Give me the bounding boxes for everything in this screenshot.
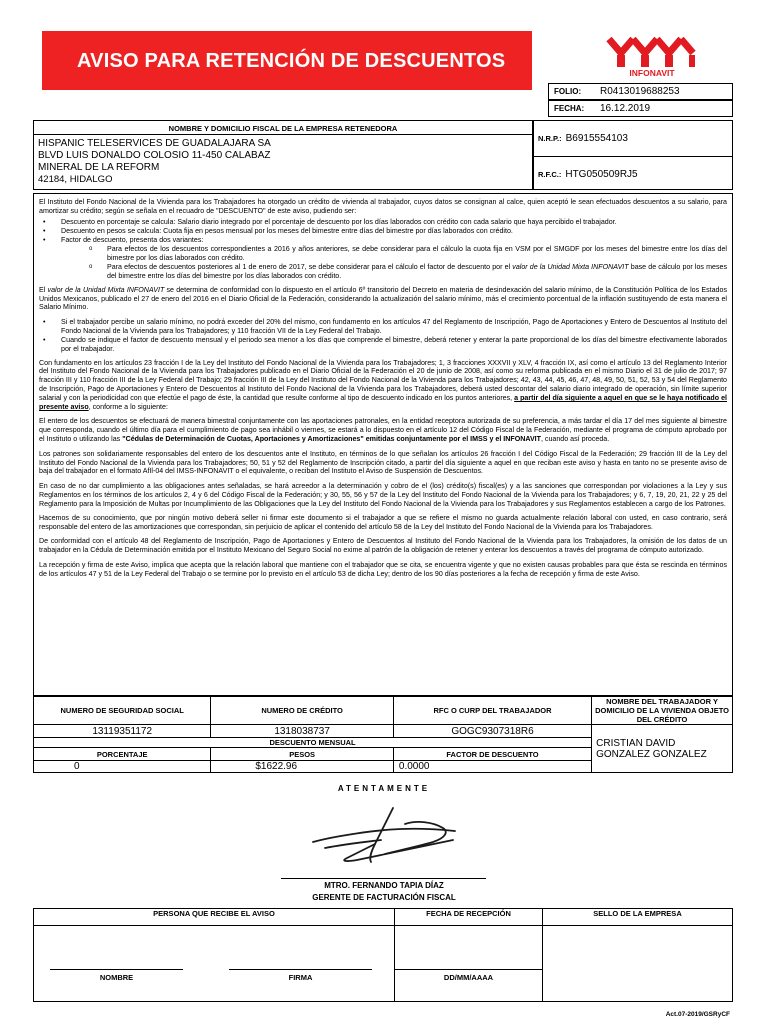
empresa-line: BLVD LUIS DONALDO COLOSIO 11-450 CALABAZ	[38, 150, 271, 161]
list-item: • Cuando se indique el factor de descuento mensual y el periodo sea menor a los días que comprende el bimestre, deberá retener y enterar la parte proporcional de los días del bimestre efectivamente laborados por el trabajador.	[39, 336, 727, 354]
factor-value: 0.0000	[393, 761, 591, 773]
paragraph	[39, 359, 727, 412]
text-run: Con fundamento en los artículos 23 fracción I de la Ley del Instituto del Fondo Nacional de la Vivienda para los Trabajadores; 1, 3 fracciones XXXVII y XLV, 4 fracción IX, así como el artículo 13 del Reglamento Interior del Instituto del Fondo Nacional de la Vivienda para los Trabajadores publicado en el Diario Oficial de la Federación el 20 de junio de 2008, así como su reforma publicada en el mismo Diario el 31 de julio de 2017; 97 fracción III y 110 fracción III de la Ley Federal del Trabajo; 29 fracción III de la Ley del Instituto del Fondo Nacional de la Vivienda para los Trabajadores; 42, 43, 44, 45, 46, 47, 48, 49, 50, 51, 52, 53 y 54 del Reglamento de Inscripción, Pago de Aportaciones y Entero de Descuentos al Instituto del Fondo Nacional de la Vivienda para los Trabajadores, deberá usted descontar del salario diario integrado de operación, sin límite superior salarial y con la periodicidad con que efectúe el pago de éste, la cantidad que resulte conforme al tipo de descuento indicado en los puntos anteriores,	[39, 358, 727, 403]
nombre-line	[50, 969, 183, 970]
fecha-recepcion-field[interactable]	[395, 926, 543, 1002]
sello-field[interactable]	[543, 926, 733, 1002]
paragraph: Hacemos de su conocimiento, que por ningún motivo deberá seller ni firmar este documento si el trabajador a que se refiere el mismo no guarda actualmente relación laboral con usted, en caso contrario, será responsable del entero de las amortizaciones que correspondan, sin perjuicio de aplicar el contenido del artículo 58 de la Ley del Instituto del Fondo Nacional de la Vivienda para los Trabajadores.	[39, 514, 727, 531]
paragraph: En caso de no dar cumplimiento a las obligaciones antes señaladas, se hará acreedor a la determinación y cobro de el (los) crédito(s) fiscal(es) y a las sanciones que correspondan por violaciones a la Ley y sus Reglamentos en los términos de los artículos 2, 4 y 6 del Código Fiscal de la Federación; y 30, 55, 56 y 57 de la Ley del Instituto del Fondo Nacional de la Vivienda para los Trabajadores; y 6, 7, 19, 20, 21, 22 y 25 del Reglamento para la Imposición de Multas por Incumplimiento de las Obligaciones que la Ley del Instituto del Fondo Nacional de la Vivienda para los Trabajadores y sus Reglamentos establecen a cargo de los Patrones.	[39, 481, 727, 508]
folio-label: FOLIO:	[554, 87, 582, 96]
signature-line	[281, 878, 486, 879]
firma-label: FIRMA	[288, 973, 313, 982]
fecha-value: 16.12.2019	[600, 103, 651, 114]
nss-header: NUMERO DE SEGURIDAD SOCIAL	[34, 697, 211, 725]
porcentaje-header: PORCENTAJE	[34, 748, 211, 761]
folio-value: R0413019688253	[600, 86, 680, 97]
fecha-field	[548, 100, 733, 117]
curp-header: RFC O CURP DEL TRABAJADOR	[393, 697, 591, 725]
empresa-heading: NOMBRE Y DOMICILIO FISCAL DE LA EMPRESA RETENEDORA	[34, 121, 532, 135]
fecha-label: FECHA:	[554, 104, 585, 113]
paragraph: La recepción y firma de este Aviso, implica que acepta que la relación laboral que mantiene con el trabajador que se cita, se encuentra vigente y que no existen causas probables para que ésta se rescinda en términos de los artículos 47 y 51 de la Ley Federal del Trabajo o se termine por lo previsto en el artículo 53 de dicha Ley; dentro de los 90 días posteriores a la fecha de recepción y firma de este Aviso.	[39, 560, 727, 578]
paragraph: Los patrones son solidariamente responsables del entero de los descuentos ante el Instituto, en términos de lo que señalan los artículos 26 fracción I del Código Fiscal de la Federación; 29 fracción III de la Ley del Instituto del Fondo Nacional de la Vivienda para los Trabajadores; 50, 51 y 52 del Reglamento de Inscripción citado, a partir del día siguiente a aquel en que reciban este aviso y hasta en tanto no se presente aviso de baja del trabajador en el formato AfIl-04 del IMSS-INFONAVIT o el equivalente, o reciban del Instituto el Aviso de Suspensión de Descuentos.	[39, 449, 727, 476]
persona-field[interactable]	[34, 926, 395, 1002]
credito-header: NUMERO DE CRÉDITO	[211, 697, 394, 725]
nombre-label: NOMBRE	[99, 973, 134, 982]
persona-header: PERSONA QUE RECIBE EL AVISO	[34, 909, 395, 926]
descuento-header: DESCUENTO MENSUAL	[34, 738, 592, 748]
fecha-line	[395, 969, 542, 970]
list-item: • Factor de descuento, presenta dos variantes:	[39, 236, 727, 245]
bullet-list	[39, 218, 727, 245]
text-run: El entero de los descuentos se efectuará de manera bimestral conjuntamente con las aportaciones patronales, en la entidad receptora autorizada de su preferencia, a más tardar el día 17 del mes siguiente al bimestre que corresponda, cuando el último día para el cumplimiento de pago sea inhábil o viernes, se estará a lo dispuesto en el artículo 12 del Código Fiscal de la Federación, mediante el programa de cómputo aprobado por el Instituto o utilizando las	[39, 417, 727, 444]
registro-box	[533, 120, 733, 190]
empresa-line: HISPANIC TELESERVICES DE GUADALAJARA SA	[38, 138, 271, 149]
text-run: según se señala en el recuadro de "DESCUENTO" de este aviso, pudiendo ser:	[103, 206, 357, 215]
paragraph	[39, 417, 727, 444]
paragraph	[39, 286, 727, 313]
aviso-body	[33, 193, 733, 696]
paragraph: De conformidad con el artículo 48 del Reglamento de Inscripción, Pago de Aportaciones y Entero de Descuentos al Instituto del Fondo Nacional de la Vivienda para los Trabajadores, la omisión de los datos de un trabajador en la Cédula de Determinación emitida por el Instituto Mexicano del Seguro Social no exime al patrón de la obligación de retener y enterar los descuentos a través del programa de cómputo autorizado.	[39, 537, 727, 555]
nrp-value: B6915554103	[565, 133, 628, 144]
signature-icon	[305, 802, 465, 872]
pesos-value: $1622.96	[211, 761, 394, 773]
list-item: o Para efectos de los descuentos correspondientes a 2016 y años anteriores, se debe considerar para el cálculo la cuota fija en VSM por el SMGDF por los meses del bimestre entre los días del bimestre por los días laborados con crédito.	[39, 245, 727, 263]
version-label: Act.07-2019/GSRyCF	[665, 1011, 730, 1018]
text-run: , cuando así proceda.	[540, 435, 610, 444]
empresa-line: 42184, HIDALGO	[38, 174, 113, 185]
logo-text: INFONAVIT	[629, 68, 675, 78]
sub-bullet-list	[39, 245, 727, 281]
numero-credito-value: 1318038737	[211, 725, 394, 738]
text-run: , conforme a lo siguiente:	[88, 403, 168, 412]
text-run: valor de la Unidad Mixta INFONAVIT	[512, 262, 629, 271]
fecha-recepcion-header: FECHA DE RECEPCIÓN	[395, 909, 543, 926]
trabajador-header: NOMBRE DEL TRABAJADOR Y DOMICILIO DE LA VIVIENDA OBJETO DEL CRÉDITO	[592, 697, 733, 725]
nrp-label: N.R.P.:	[538, 134, 562, 143]
list-item	[39, 263, 727, 281]
porcentaje-value: 0	[34, 761, 211, 773]
text-run: Para efectos de descuentos posteriores al 1 de enero de 2017, se debe considerar para el cálculo el factor de descuento por el	[107, 262, 513, 271]
text-run: base de cálculo por los meses del bimestre entre los días del bimestre por los días laborados con crédito.	[107, 262, 727, 280]
sello-header: SELLO DE LA EMPRESA	[543, 909, 733, 926]
atentamente-label: ATENTAMENTE	[337, 784, 431, 793]
paragraph	[39, 198, 727, 216]
curp-value: GOGC9307318R6	[393, 725, 591, 738]
empresa-line: MINERAL DE LA REFORM	[38, 162, 160, 173]
credito-table	[33, 696, 733, 773]
text-run: valor de la Unidad Mixta INFONAVIT	[47, 285, 165, 294]
text-run: se determina de conformidad con lo dispuesto en el artículo 6º transitorio del Decreto en materia de desindexación del salario mínimo, de la Constitución Política de los Estados Unidos Mexicanos, publicado el 27 de enero del 2016 en el Diario Oficial de la Federación, considerando la actualización del salario mínimo, más el crecimiento porcentual de la inflación sustituyendo de esta manera el Salario Mínimo.	[39, 285, 727, 312]
rfc-label: R.F.C.:	[538, 169, 562, 179]
text-run: El Instituto del Fondo Nacional de la Vivienda para los Trabajadores ha otorgado un crédito de vivienda al trabajador, cuyos datos se consignan al calce, quien aceptó le sean efectuados descuentos a su salario, para amortizar su crédito;	[39, 198, 727, 215]
recepcion-table	[33, 908, 733, 1002]
list-item: • Descuento en pesos se calcula: Cuota fija en pesos mensual por los meses del bimestre entre días del bimestre por días laborados con crédito.	[39, 227, 727, 236]
pesos-header: PESOS	[211, 748, 394, 761]
signer-name: MTRO. FERNANDO TAPIA DÍAZ	[324, 881, 444, 890]
firma-line	[229, 969, 372, 970]
empresa-box	[33, 120, 533, 190]
text-run: a partir del día siguiente a aquel en que se le haya notificado el presente aviso	[39, 394, 727, 412]
signer-title: GERENTE DE FACTURACIÓN FISCAL	[312, 893, 456, 902]
document-title: AVISO PARA RETENCIÓN DE DESCUENTOS	[42, 31, 532, 90]
trabajador-value: CRISTIAN DAVID GONZALEZ GONZALEZ	[592, 725, 733, 773]
bullet-list	[39, 318, 727, 354]
nss-value: 13119351172	[34, 725, 211, 738]
text-run: El	[39, 285, 48, 294]
list-item: • Si el trabajador percibe un salario mínimo, no podrá exceder del 20% del mismo, con fundamento en los artículos 47 del Reglamento de Inscripción, Pago de Aportaciones y Entero de Descuentos al Instituto del Fondo Nacional de la Vivienda para los Trabajadores; y 110 fracción VII de la Ley Federal del Trabajo.	[39, 318, 727, 336]
text-run: "Cédulas de Determinación de Cuotas, Aportaciones y Amortizaciones" emitidas conjuntamente por el IMSS y el INFONAVIT	[122, 435, 541, 444]
factor-header: FACTOR DE DESCUENTO	[393, 748, 591, 761]
list-item: • Descuento en porcentaje se calcula: Salario diario integrado por el porcentaje de descuento por los días laborados con crédito con cada salario que haya percibido el trabajador.	[39, 218, 727, 227]
rfc-value: HTG050509RJ5	[565, 168, 638, 180]
fecha-format-label: DD/MM/AAAA	[443, 973, 494, 982]
folio-field	[548, 83, 733, 100]
